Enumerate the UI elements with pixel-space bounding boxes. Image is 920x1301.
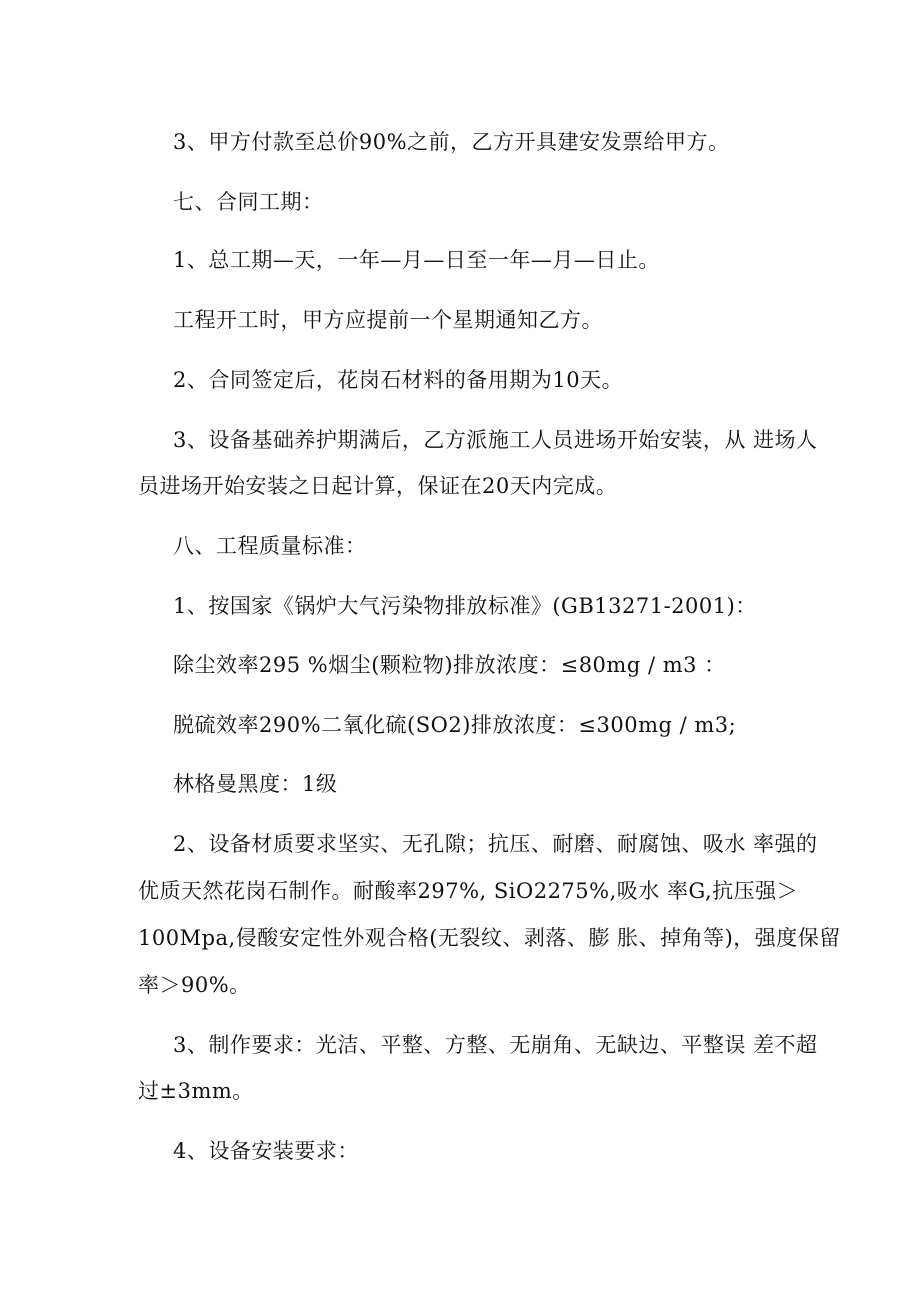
text-line-material-period: 2、合同签定后，花岗石材料的备用期为10天。	[173, 368, 624, 392]
text-line-start-notice: 工程开工时，甲方应提前一个星期通知乙方。	[173, 308, 603, 332]
text-line-production-requirements: 3、制作要求：光洁、平整、方整、无崩角、无缺边、平整误 差不超	[173, 1033, 818, 1057]
text-line-material-requirements-2: 优质天然花岗石制作。耐酸率297%, SiO2275%,吸水 率G,抗压强＞	[138, 879, 799, 903]
text-line-installation-continued: 员进场开始安装之日起计算，保证在20天内完成。	[138, 474, 618, 498]
text-line-production-requirements-2: 过±3mm。	[138, 1079, 254, 1103]
text-line-material-requirements-4: 率＞90%。	[138, 973, 251, 997]
section-heading-quality-standard: 八、工程质量标准：	[173, 534, 367, 558]
text-line-desulfurization: 脱硫效率290%二氧化硫(SO2)排放浓度：≤300mg / m3;	[173, 713, 737, 737]
text-line-emission-standard: 1、按国家《锅炉大气污染物排放标准》(GB13271-2001)：	[173, 594, 757, 618]
text-line-installation-requirements: 4、设备安装要求：	[173, 1139, 359, 1163]
text-line-installation-start: 3、设备基础养护期满后，乙方派施工人员进场开始安装，从 进场人	[173, 428, 818, 452]
text-line-material-requirements-3: 100Mpa,侵酸安定性外观合格(无裂纹、剥落、膨 胀、掉角等)，强度保留	[138, 926, 841, 950]
section-heading-contract-period: 七、合同工期：	[173, 190, 324, 214]
text-line-material-requirements: 2、设备材质要求坚实、无孔隙；抗压、耐磨、耐腐蚀、吸水 率强的	[173, 832, 818, 856]
text-line-dust-removal: 除尘效率295 %烟尘(颗粒物)排放浓度：≤80mg / m3 ：	[173, 653, 726, 677]
text-line-ringelmann: 林格曼黑度：1级	[173, 772, 338, 796]
text-line-total-period: 1、总工期—天，一年—月—日至一年—月—日止。	[173, 248, 660, 272]
text-line-payment: 3、甲方付款至总价90%之前，乙方开具建安发票给甲方。	[173, 130, 730, 154]
